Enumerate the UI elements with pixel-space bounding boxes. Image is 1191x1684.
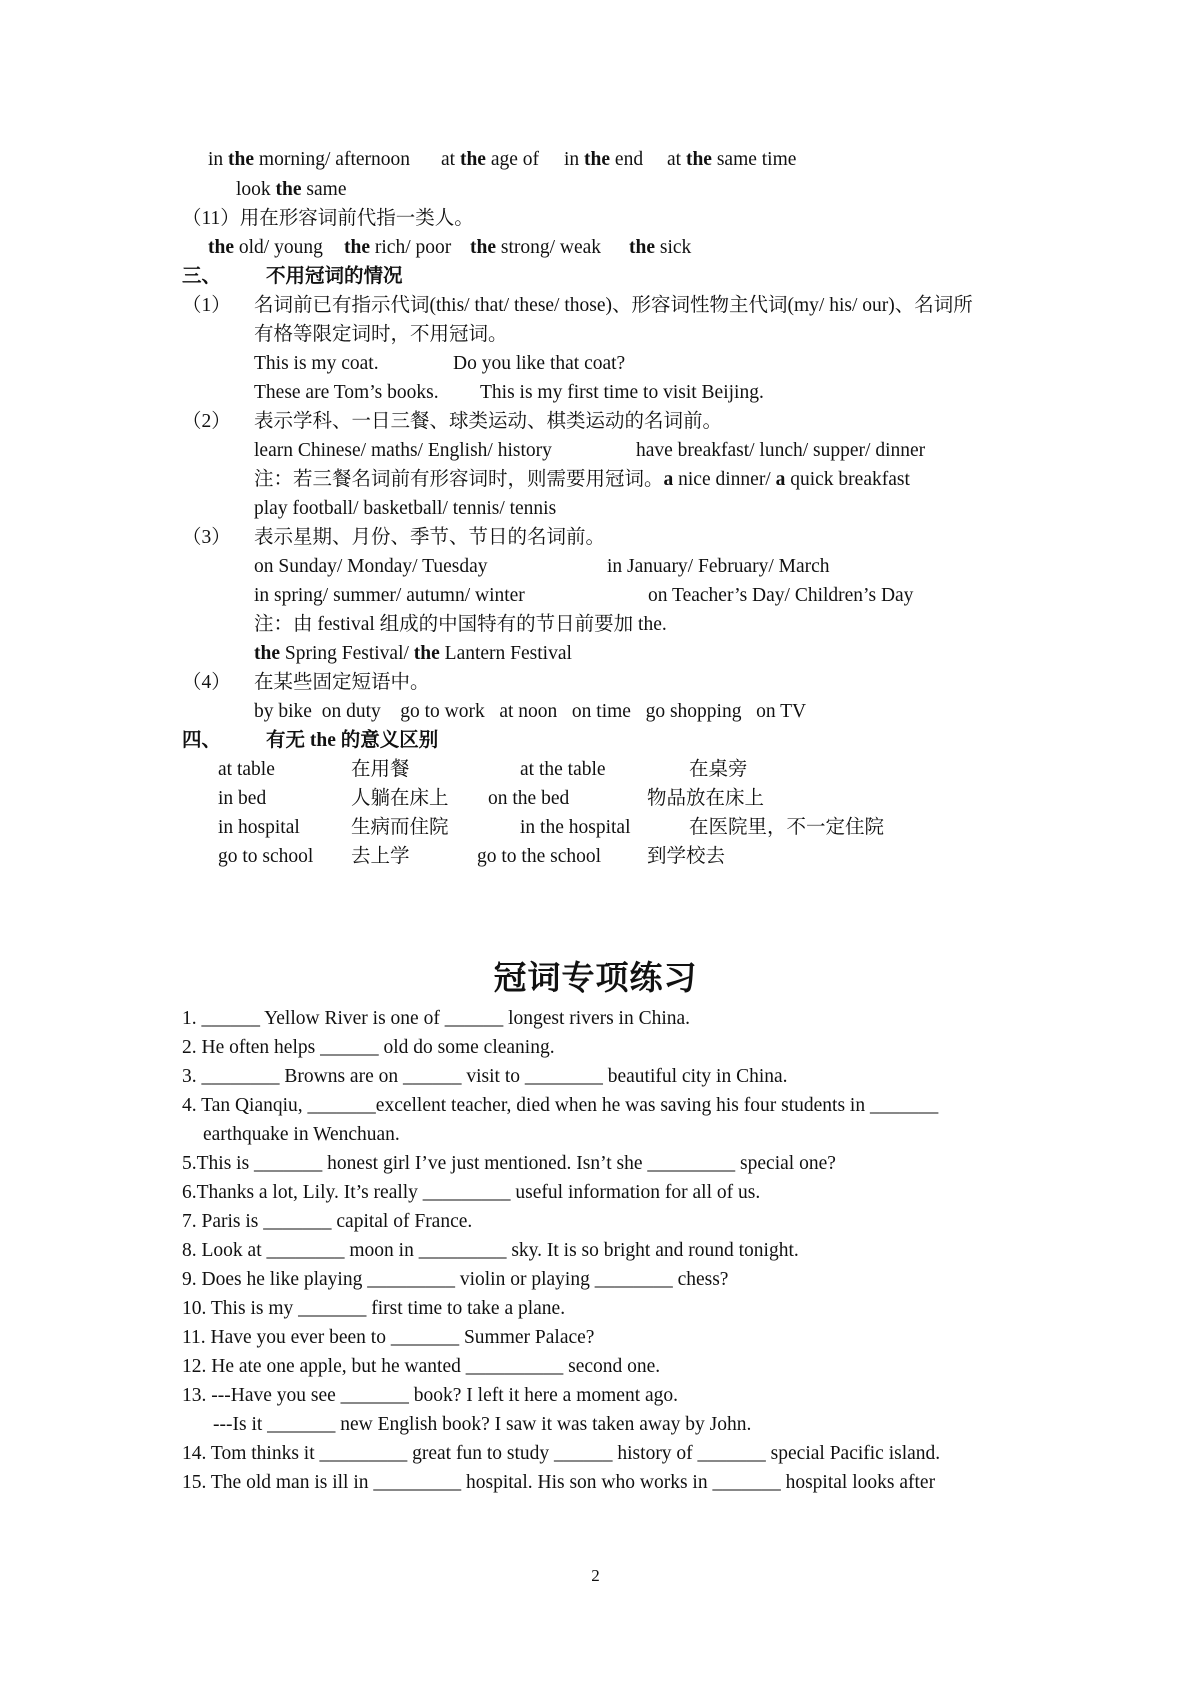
item-1-text-cont: 有格等限定词时，不用冠词。 bbox=[254, 324, 508, 345]
phrase-line-3d: the sick bbox=[629, 237, 692, 258]
exercise-item: 3. ________ Browns are on ______ visit to ________ beautiful city in China. bbox=[182, 1066, 788, 1087]
section-4-number: 四、 bbox=[182, 730, 222, 751]
exercise-item: 10. This is my _______ first time to take a plane. bbox=[182, 1298, 566, 1319]
table-cell: in bed bbox=[218, 788, 267, 809]
table-cell: go to the school bbox=[477, 846, 602, 867]
exercise-item: 15. The old man is ill in _________ hospital. His son who works in _______ hospital looks after bbox=[182, 1472, 936, 1493]
example: play football/ basketball/ tennis/ tennis bbox=[254, 498, 557, 519]
table-cell: 到学校去 bbox=[647, 846, 726, 867]
exercise-item: 11. Have you ever been to _______ Summer Palace? bbox=[182, 1327, 595, 1348]
item-3-number: （3） bbox=[182, 527, 231, 548]
phrase-line-2: look the same bbox=[236, 179, 347, 200]
page-number: 2 bbox=[591, 1566, 600, 1585]
phrase-line-1b: at the age of bbox=[441, 149, 540, 170]
example: learn Chinese/ maths/ English/ history bbox=[254, 440, 552, 461]
table-cell: 在桌旁 bbox=[689, 759, 748, 780]
table-cell: 去上学 bbox=[351, 846, 410, 867]
exercise-item: 9. Does he like playing _________ violin or playing ________ chess? bbox=[182, 1269, 729, 1290]
example: by bike on duty go to work at noon on time go shopping on TV bbox=[254, 701, 807, 722]
item-2-number: （2） bbox=[182, 411, 231, 432]
table-cell: in the hospital bbox=[520, 817, 631, 838]
phrase-line-1 bbox=[208, 148, 410, 172]
exercise-item: 2. He often helps ______ old do some cleaning. bbox=[182, 1037, 555, 1058]
example: on Teacher’s Day/ Children’s Day bbox=[648, 585, 914, 606]
item-4-number: （4） bbox=[182, 672, 231, 693]
exercise-item: 12. He ate one apple, but he wanted __________ second one. bbox=[182, 1356, 661, 1377]
table-cell: 物品放在床上 bbox=[647, 788, 765, 809]
example: in January/ February/ March bbox=[607, 556, 830, 577]
phrase-line-1c: in the end bbox=[564, 149, 644, 170]
example: This is my coat. bbox=[254, 353, 379, 374]
phrase-line-3c: the strong/ weak bbox=[470, 237, 602, 258]
example: have breakfast/ lunch/ supper/ dinner bbox=[636, 440, 926, 461]
table-cell: 生病而住院 bbox=[351, 817, 449, 838]
note: 注：由 festival 组成的中国特有的节日前要加 the. bbox=[254, 614, 667, 635]
table-cell: go to school bbox=[218, 846, 314, 867]
table-cell: in hospital bbox=[218, 817, 300, 838]
exercise-item: 13. ---Have you see _______ book? I left it here a moment ago. bbox=[182, 1385, 679, 1406]
item-1-text: 名词前已有指示代词(this/ that/ these/ those)、形容词性物主代词(my/ his/ our)、名词所 bbox=[254, 295, 973, 316]
item-11-heading: （11）用在形容词前代指一类人。 bbox=[182, 208, 474, 229]
item-3-text: 表示星期、月份、季节、节日的名词前。 bbox=[254, 527, 606, 548]
example: Do you like that coat? bbox=[453, 353, 626, 374]
section-3-title: 不用冠词的情况 bbox=[266, 266, 403, 287]
table-cell: on the bed bbox=[488, 788, 570, 809]
table-cell: at the table bbox=[520, 759, 606, 780]
exercise-item: 5.This is _______ honest girl I’ve just mentioned. Isn’t she _________ special one? bbox=[182, 1153, 836, 1174]
example: on Sunday/ Monday/ Tuesday bbox=[254, 556, 488, 577]
example: the Spring Festival/ the Lantern Festival bbox=[254, 643, 572, 664]
table-cell: 在用餐 bbox=[351, 759, 410, 780]
exercise-item: 8. Look at ________ moon in _________ sky. It is so bright and round tonight. bbox=[182, 1240, 799, 1261]
exercise-item-cont: earthquake in Wenchuan. bbox=[203, 1124, 400, 1145]
section-3-number: 三、 bbox=[182, 266, 222, 287]
item-4-text: 在某些固定短语中。 bbox=[254, 672, 430, 693]
exercise-item: 14. Tom thinks it _________ great fun to study ______ history of _______ special Pacific island. bbox=[182, 1443, 941, 1464]
exercise-item: 1. ______ Yellow River is one of ______ longest rivers in China. bbox=[182, 1008, 691, 1029]
example: This is my first time to visit Beijing. bbox=[480, 382, 764, 403]
exercise-item: 7. Paris is _______ capital of France. bbox=[182, 1211, 473, 1232]
item-1-number: （1） bbox=[182, 295, 231, 316]
note: 注：若三餐名词前有形容词时，则需要用冠词。a nice dinner/ a quick breakfast bbox=[254, 469, 910, 490]
table-cell: 人躺在床上 bbox=[351, 788, 449, 809]
exercise-item: 4. Tan Qianqiu, _______excellent teacher, died when he was saving his four students in _______ bbox=[182, 1095, 939, 1116]
phrase-line-3b: the rich/ poor bbox=[344, 237, 452, 258]
exercise-item: 6.Thanks a lot, Lily. It’s really _________ useful information for all of us. bbox=[182, 1182, 761, 1203]
phrase-line-1d: at the same time bbox=[667, 149, 797, 170]
phrase-line-3a: the old/ young bbox=[208, 237, 323, 258]
item-2-text: 表示学科、一日三餐、球类运动、棋类运动的名词前。 bbox=[254, 411, 723, 432]
section-4-title: 有无 the 的意义区别 bbox=[266, 730, 439, 751]
phrase: in the morning/ afternoon bbox=[208, 149, 411, 170]
example: in spring/ summer/ autumn/ winter bbox=[254, 585, 525, 606]
table-cell: 在医院里，不一定住院 bbox=[689, 817, 885, 838]
table-cell: at table bbox=[218, 759, 275, 780]
practice-title: 冠词专项练习 bbox=[493, 958, 698, 997]
exercise-item-cont: ---Is it _______ new English book? I saw it was taken away by John. bbox=[213, 1414, 752, 1435]
example: These are Tom’s books. bbox=[254, 382, 439, 403]
